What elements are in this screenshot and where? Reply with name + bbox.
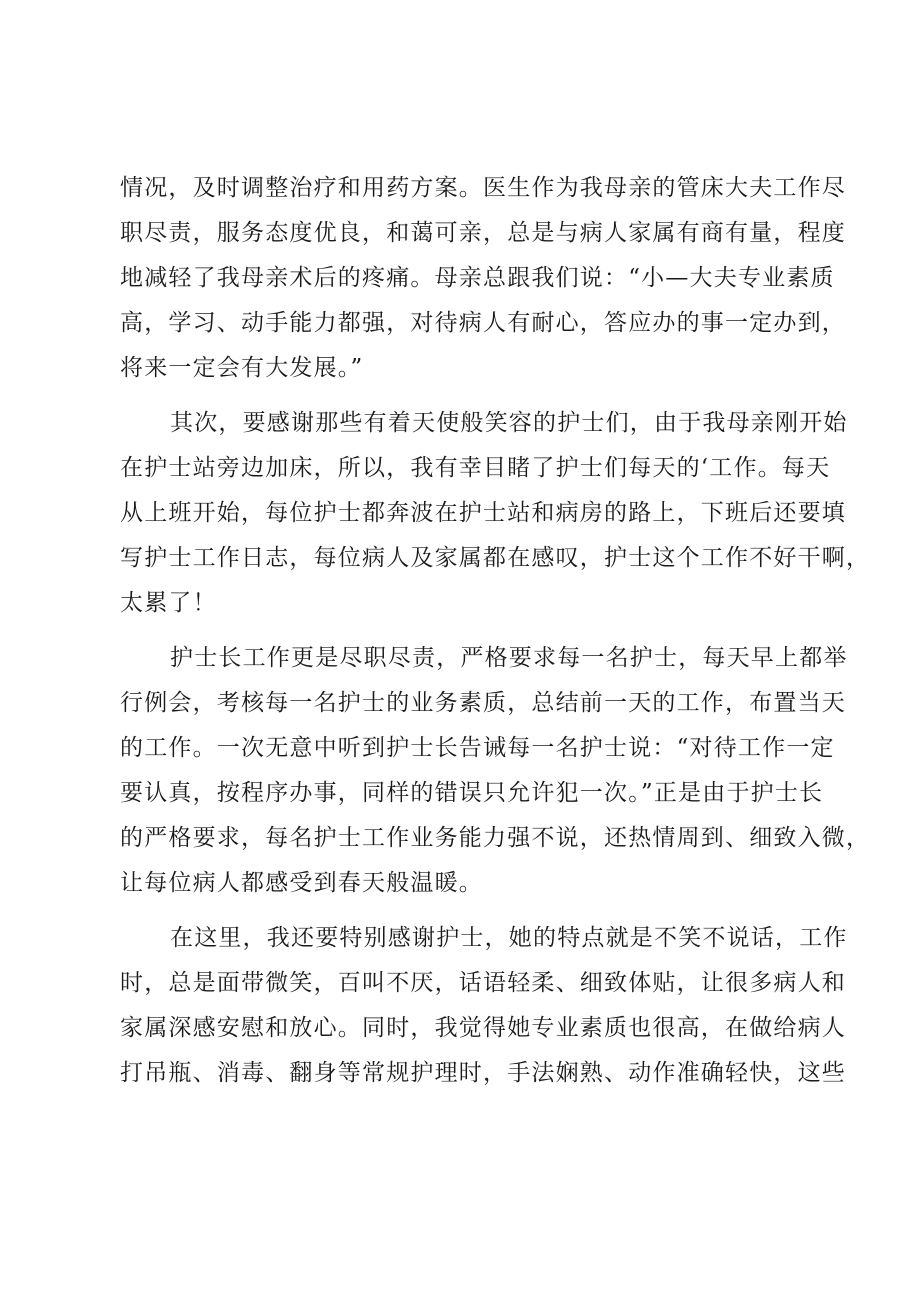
text-line: 高，学习、动手能力都强，对待病人有耐心，答应办的事一定办到， (120, 310, 846, 336)
text-line: 让每位病人都感受到春天般温暖。 (120, 870, 483, 896)
text-line: 其次，要感谢那些有着天使般笑容的护士们，由于我母亲刚开始 (170, 410, 848, 436)
text-line: 情况，及时调整治疗和用药方案。医生作为我母亲的管床大夫工作尽 (120, 175, 846, 201)
text-line: 在这里，我还要特别感谢护士，她的特点就是不笑不说话，工作 (170, 925, 848, 951)
text-line: 行例会，考核每一名护士的业务素质，总结前一天的工作，布置当天 (120, 690, 846, 716)
text-line: 的工作。一次无意中听到护士长告诫每一名护士说：“对待工作一定 (120, 735, 835, 761)
paragraph-3 (120, 636, 871, 906)
text-line: 要认真，按程序办事，同样的错误只允许犯一次。”正是由于护士长 (120, 780, 824, 806)
text-line: 太累了！ (120, 590, 217, 616)
paragraph-2 (120, 401, 871, 626)
paragraph-4 (120, 916, 848, 1096)
text-line: 写护士工作日志，每位病人及家属都在感叹，护士这个工作不好干啊， (120, 545, 871, 571)
paragraph-1 (120, 166, 846, 391)
text-line: 在护士站旁边加床，所以，我有幸目睹了护士们每天的‘工作。每天 (120, 455, 831, 481)
text-line: 将来一定会有大发展。” (120, 355, 364, 381)
text-line: 地减轻了我母亲术后的疼痛。母亲总跟我们说：“小—大夫专业素质 (120, 265, 835, 291)
body-text (120, 166, 871, 1096)
text-line: 护士长工作更是尽职尽责，严格要求每一名护士，每天早上都举 (170, 645, 848, 671)
text-line: 家属深感安慰和放心。同时，我觉得她专业素质也很高，在做给病人 (120, 1015, 846, 1041)
text-line: 时，总是面带微笑，百叫不厌，话语轻柔、细致体贴，让很多病人和 (120, 970, 846, 996)
text-line: 打吊瓶、消毒、翻身等常规护理时，手法娴熟、动作准确轻快，这些 (120, 1060, 846, 1086)
text-line: 从上班开始，每位护士都奔波在护士站和病房的路上，下班后还要填 (120, 500, 846, 526)
text-line: 职尽责，服务态度优良，和蔼可亲，总是与病人家属有商有量，程度 (120, 220, 846, 246)
text-line: 的严格要求，每名护士工作业务能力强不说，还热情周到、细致入微， (120, 825, 871, 851)
